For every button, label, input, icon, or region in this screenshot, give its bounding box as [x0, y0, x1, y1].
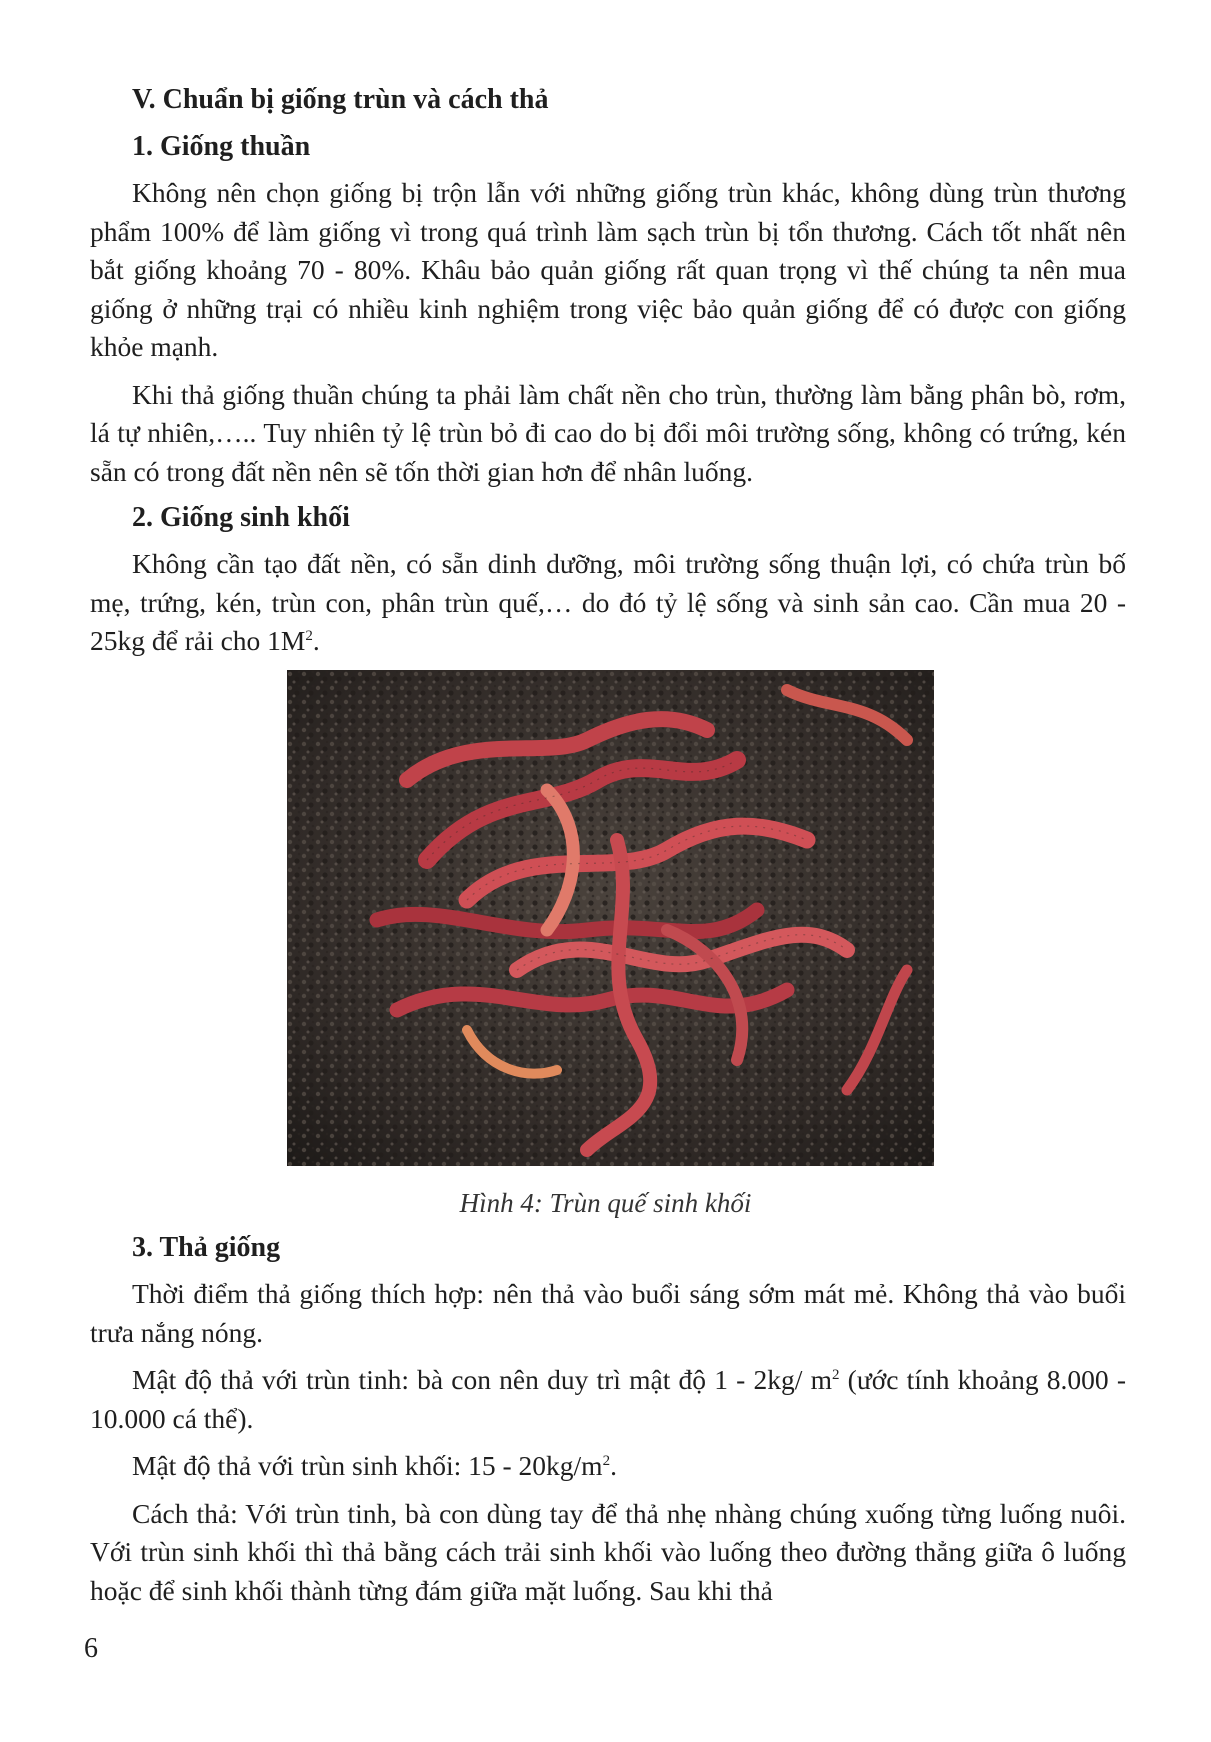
- subsection-title-2: 2. Giống sinh khối: [132, 502, 350, 533]
- paragraph-6: Mật độ thả với trùn sinh khối: $15 - 20kg/m^2$.: [132, 1450, 617, 1481]
- paragraph-4: Thời điểm thả giống thích hợp: nên thả vào buổi sáng sớm mát mẻ. Không thả vào buổi trưa nắng nóng.: [90, 1278, 1126, 1348]
- figure-caption: Hình 4: Trùn quế sinh khối: [459, 1188, 752, 1218]
- earthworm-photo: [287, 670, 934, 1166]
- text-block-bottom: [90, 1228, 1126, 1610]
- paragraph-7: Cách thả: Với trùn tinh, bà con dùng tay để thả nhẹ nhàng chúng xuống từng luống nuôi. Với trùn sinh khối thì thả bằng cách trải sinh khối vào luống theo đường thẳng giữa ô luống hoặc để sinh khối thành từng đám giữa mặt luống. Sau khi thả: [90, 1497, 1126, 1606]
- paragraph-2: Khi thả giống thuần chúng ta phải làm chất nền cho trùn, thường làm bằng phân bò, rơm, lá tự nhiên,….. Tuy nhiên tỷ lệ trùn bỏ đi cao do bị đổi môi trường sống, không có trứng, kén sẵn có trong đất nền nên sẽ tốn thời gian hơn để nhân luống.: [90, 378, 1126, 487]
- page-number: 6: [84, 1633, 98, 1664]
- text-block-top: [90, 80, 1126, 661]
- paragraph-3: Không cần tạo đất nền, có sẵn dinh dưỡng, môi trường sống thuận lợi, có chứa trùn bố mẹ, trứng, kén, trùn con, phân trùn quế,… do đó tỷ lệ sống và sinh sản cao. Cần mua 20 - 25kg để rải cho $1M^2$.: [90, 548, 1126, 656]
- paragraph-1: Không nên chọn giống bị trộn lẫn với những giống trùn khác, không dùng trùn thương phẩm 100% để làm giống vì trong quá trình làm sạch trùn bị tổn thương. Cách tốt nhất nên bắt giống khoảng 70 - 80%. Khâu bảo quản giống rất quan trọng vì thế chúng ta nên mua giống ở những trại có nhiều kinh nghiệm trong việc bảo quản giống để có được con giống khỏe mạnh.: [90, 177, 1126, 362]
- paragraph-5: Mật độ thả với trùn tinh: bà con nên duy trì mật độ 1 - 2kg/ $m^2$ (ước tính khoảng 8.000 - 10.000 cá thể).: [90, 1364, 1126, 1434]
- subsection-title-1: 1. Giống thuần: [132, 131, 311, 162]
- subsection-title-3: 3. Thả giống: [132, 1232, 281, 1263]
- section-heading: V. Chuẩn bị giống trùn và cách thả: [132, 84, 549, 115]
